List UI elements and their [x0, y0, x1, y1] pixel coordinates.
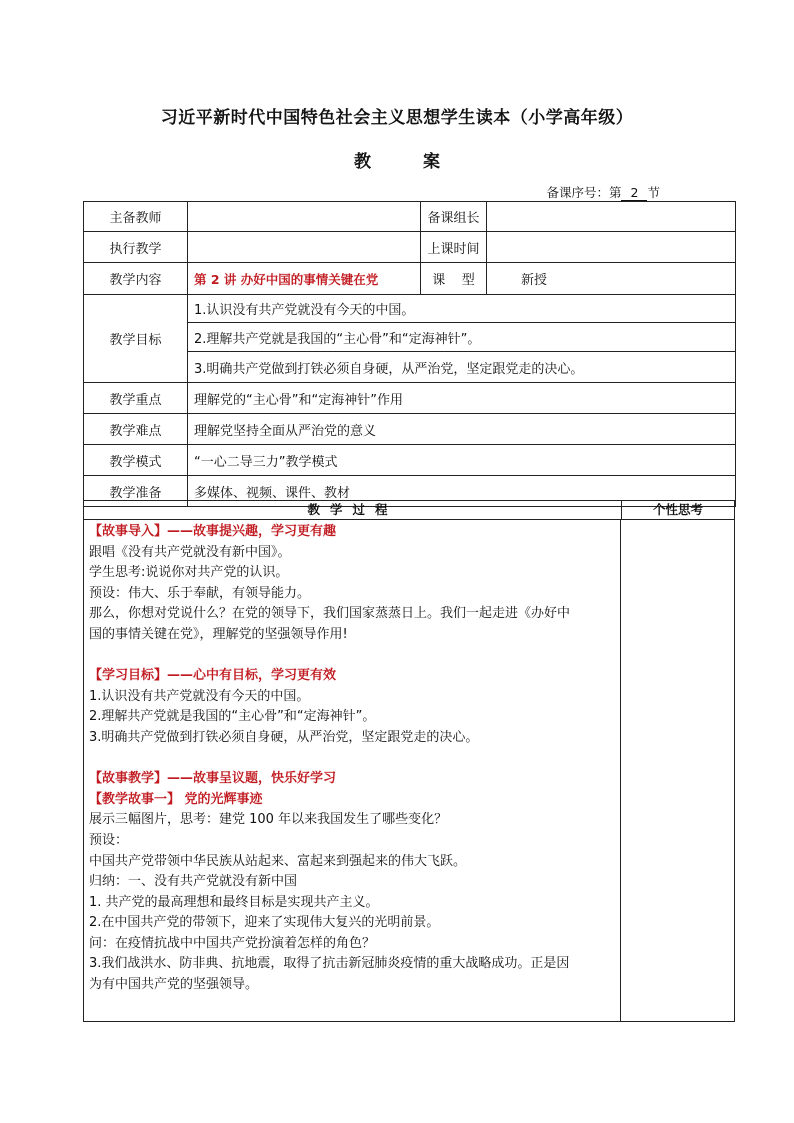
process-line: 那么，你想对党说什么？在党的领导下，我们国家蒸蒸日上。我们一起走进《办好中 [89, 606, 571, 622]
preparation-label: 教学准备 [84, 476, 188, 507]
group-leader-value [487, 202, 736, 232]
process-line: 归纳：一、没有共产党就没有新中国 [89, 874, 298, 890]
content-value: 第 2 讲 办好中国的事情关键在党 [188, 263, 421, 295]
prep-suffix: 节 [647, 185, 660, 200]
spacer [89, 646, 616, 667]
process-body [83, 519, 735, 1022]
goals-label: 教学目标 [84, 295, 188, 383]
section-heading: 【学习目标】——心中有目标，学习更有效 [89, 668, 337, 684]
process-line: 中国共产党带领中华民族从站起来、富起来到强起来的伟大飞跃。 [89, 853, 467, 869]
process-line: 2.理解共产党就是我国的“主心骨”和“定海神针”。 [89, 709, 376, 725]
process-line: 预设：伟大、乐于奉献，有领导能力。 [89, 585, 311, 601]
goal-item: 2.理解共产党就是我国的“主心骨”和“定海神针”。 [188, 323, 736, 352]
lesson-type-label: 课 型 [421, 263, 487, 295]
section-heading: 【故事教学】——故事呈议题，快乐好学习 [89, 771, 337, 787]
group-leader-label: 备课组长 [421, 202, 487, 232]
process-line: 学生思考:说说你对共产党的认识。 [89, 565, 289, 581]
process-line: 预设： [89, 832, 129, 848]
prep-prefix: 备课序号：第 [546, 185, 622, 200]
process-line: 3.明确共产党做到打铁必须自身硬，从严治党，坚定跟党走的决心。 [89, 729, 479, 745]
key-point-label: 教学重点 [84, 383, 188, 414]
difficulty-value: 理解党坚持全面从严治党的意义 [188, 414, 736, 445]
personal-thinking-header: 个性思考 [652, 502, 703, 517]
process-line: 3.我们战洪水、防非典、抗地震，取得了抗击新冠肺炎疫情的重大战略成功。正是因 [89, 956, 570, 972]
process-header [83, 500, 735, 520]
goal-item: 3.明确共产党做到打铁必须自身硬，从严治党，坚定跟党走的决心。 [188, 352, 736, 383]
lesson-type-value: 新授 [487, 263, 736, 295]
preparation-value: 多媒体、视频、课件、教材 [188, 476, 736, 507]
class-time-value [487, 232, 736, 263]
section-heading: 【教学故事一】 党的光辉事迹 [89, 791, 263, 807]
process-header-title: 教学过程 [84, 501, 622, 519]
process-line: 国的事情关键在党》，理解党的坚强领导作用! [89, 626, 348, 642]
mode-value: “一心二导三力”教学模式 [188, 445, 736, 476]
executor-label: 执行教学 [84, 232, 188, 263]
content-label: 教学内容 [84, 263, 188, 295]
personal-thinking-column [621, 519, 734, 1021]
process-line: 2.在中国共产党的带领下，迎来了实现伟大复兴的光明前景。 [89, 915, 440, 931]
prep-sequence [546, 183, 660, 201]
process-line: 问：在疫情抗战中中国共产党扮演着怎样的角色？ [89, 935, 376, 951]
process-line: 展示三幅图片，思考：建党 100 年以来我国发生了哪些变化？ [89, 812, 448, 828]
executor-value [188, 232, 421, 263]
process-line: 1. 共产党的最高理想和最终目标是实现共产主义。 [89, 894, 379, 910]
section-heading: 【故事导入】——故事提兴趣，学习更有趣 [89, 524, 337, 539]
document-subtitle: 教案 [354, 152, 492, 172]
process-line: 跟唱《没有共产党就没有新中国》。 [89, 544, 291, 560]
lesson-info-table [83, 201, 736, 507]
prep-number: 2 [621, 186, 647, 201]
key-point-value: 理解党的“主心骨”和“定海神针”作用 [188, 383, 736, 414]
document-title: 习近平新时代中国特色社会主义思想学生读本（小学高年级） [160, 108, 634, 128]
process-line: 为有中国共产党的坚强领导。 [89, 977, 259, 993]
lead-teacher-value [188, 202, 421, 232]
difficulty-label: 教学难点 [84, 414, 188, 445]
process-line: 1.认识没有共产党就没有今天的中国。 [89, 688, 310, 704]
goal-item: 1.认识没有共产党就没有今天的中国。 [188, 295, 736, 323]
mode-label: 教学模式 [84, 445, 188, 476]
spacer [89, 749, 616, 770]
class-time-label: 上课时间 [421, 232, 487, 263]
lead-teacher-label: 主备教师 [84, 202, 188, 232]
process-content [84, 519, 621, 1021]
